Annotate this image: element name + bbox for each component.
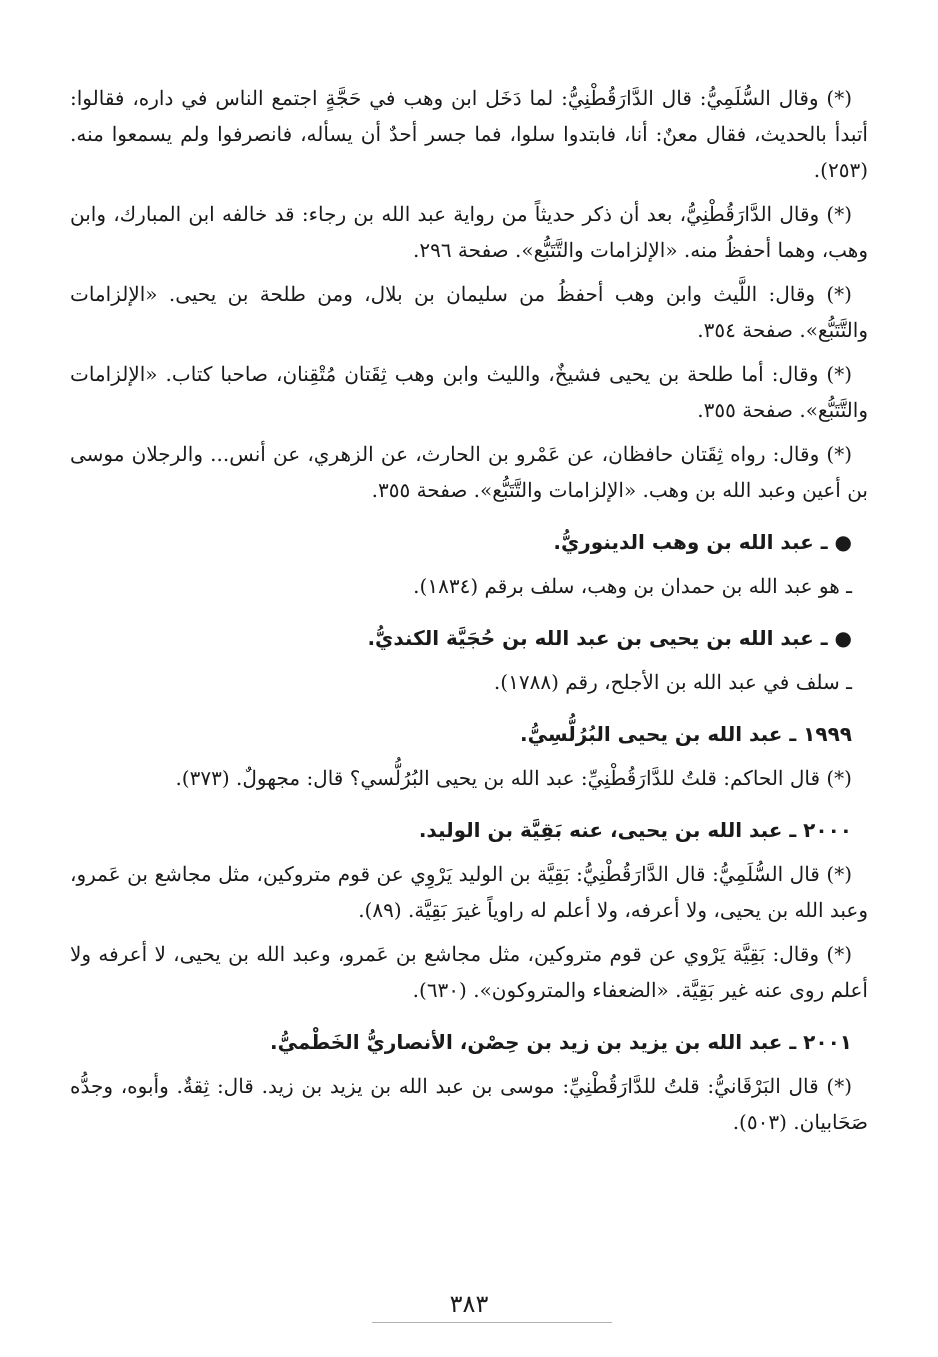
footer-rule	[372, 1322, 612, 1323]
page-number: ٣٨٣	[449, 1290, 489, 1318]
page-content	[70, 80, 868, 1140]
entry-heading: ١٩٩٩ ـ عبد الله بن يحيى البُرُلُّسِيُّ.	[520, 722, 852, 746]
entry-heading: ٢٠٠٠ ـ عبد الله بن يحيى، عنه بَقِيَّة بن الوليد.	[418, 818, 852, 842]
entry-heading: ● ـ عبد الله بن وهب الدينوريُّ.	[553, 530, 852, 554]
entry-heading: ● ـ عبد الله بن يحيى بن عبد الله بن حُجَيَّة الكنديُّ.	[367, 626, 852, 650]
quote-paragraph: (*) وقال الدَّارَقُطْنِيُّ، بعد أن ذكر حديثاً من رواية عبد الله بن رجاء: قد خالفه ابن المبارك، وابن وهب، وهما أحفظُ منه. «الإلزامات والتَّتَبُّع». صفحة ٢٩٦.	[70, 202, 868, 262]
entry-heading: ٢٠٠١ ـ عبد الله بن يزيد بن زيد بن حِصْن، الأنصاريُّ الخَطْميُّ.	[270, 1030, 852, 1054]
quote-paragraph: (*) قال الحاكم: قلتُ للدَّارَقُطْنِيِّ: عبد الله بن يحيى البُرُلُّسي؟ قال: مجهولٌ. (٣٧٣).	[175, 766, 852, 790]
cross-reference-note: ـ سلف في عبد الله بن الأجلح، رقم (١٧٨٨).	[493, 670, 852, 694]
quote-paragraph: (*) قال البَرْقَانيُّ: قلتُ للدَّارَقُطْنِيِّ: موسى بن عبد الله بن يزيد بن زيد. قال: ثِقةٌ. وأبوه، وجدُّه صَحَابيان. (٥٠٣).	[70, 1074, 868, 1134]
cross-reference-note: ـ هو عبد الله بن حمدان بن وهب، سلف برقم (١٨٣٤).	[413, 574, 852, 598]
quote-paragraph: (*) وقال: رواه ثِقَتان حافظان، عن عَمْرو بن الحارث، عن الزهري، عن أنس... والرجلان موسى بن أعين وعبد الله بن وهب. «الإلزامات والتَّتَبُّع». صفحة ٣٥٥.	[70, 442, 868, 502]
quote-paragraph: (*) وقال السُّلَمِيُّ: قال الدَّارَقُطْنِيُّ: لما دَخَل ابن وهب في حَجَّةٍ اجتمع الناس في داره، فقالوا: أتبدأ بالحديث، فقال معنٌ: أنا، فابتدوا سلوا، فما جسر أحدٌ أن يسأله، فانصرفوا ولم يسمعوا منه. (٢٥٣).	[70, 86, 868, 182]
quote-paragraph: (*) وقال: اللَّيث وابن وهب أحفظُ من سليمان بن بلال، ومن طلحة بن يحيى. «الإلزامات والتَّتَبُّع». صفحة ٣٥٤.	[70, 282, 868, 342]
quote-paragraph: (*) وقال: أما طلحة بن يحيى فشيخٌ، والليث وابن وهب ثِقَتان مُتْقِنان، صاحبا كتاب. «الإلزامات والتَّتَبُّع». صفحة ٣٥٥.	[70, 362, 868, 422]
quote-paragraph: (*) وقال: بَقِيَّة يَرْوي عن قوم متروكين، مثل مجاشع بن عَمرو، وعبد الله بن يحيى، لا أعرفه ولا أعلم روى عنه غير بَقِيَّة. «الضعفاء والمتروكون». (٦٣٠).	[70, 942, 868, 1002]
quote-paragraph: (*) قال السُّلَمِيُّ: قال الدَّارَقُطْنِيُّ: بَقِيَّة بن الوليد يَرْوِي عن قوم متروكين، مثل مجاشع بن عَمرو، وعبد الله بن يحيى، ولا أعرفه، ولا أعلم له راوياً غيرَ بَقِيَّة. (٨٩).	[70, 862, 868, 922]
